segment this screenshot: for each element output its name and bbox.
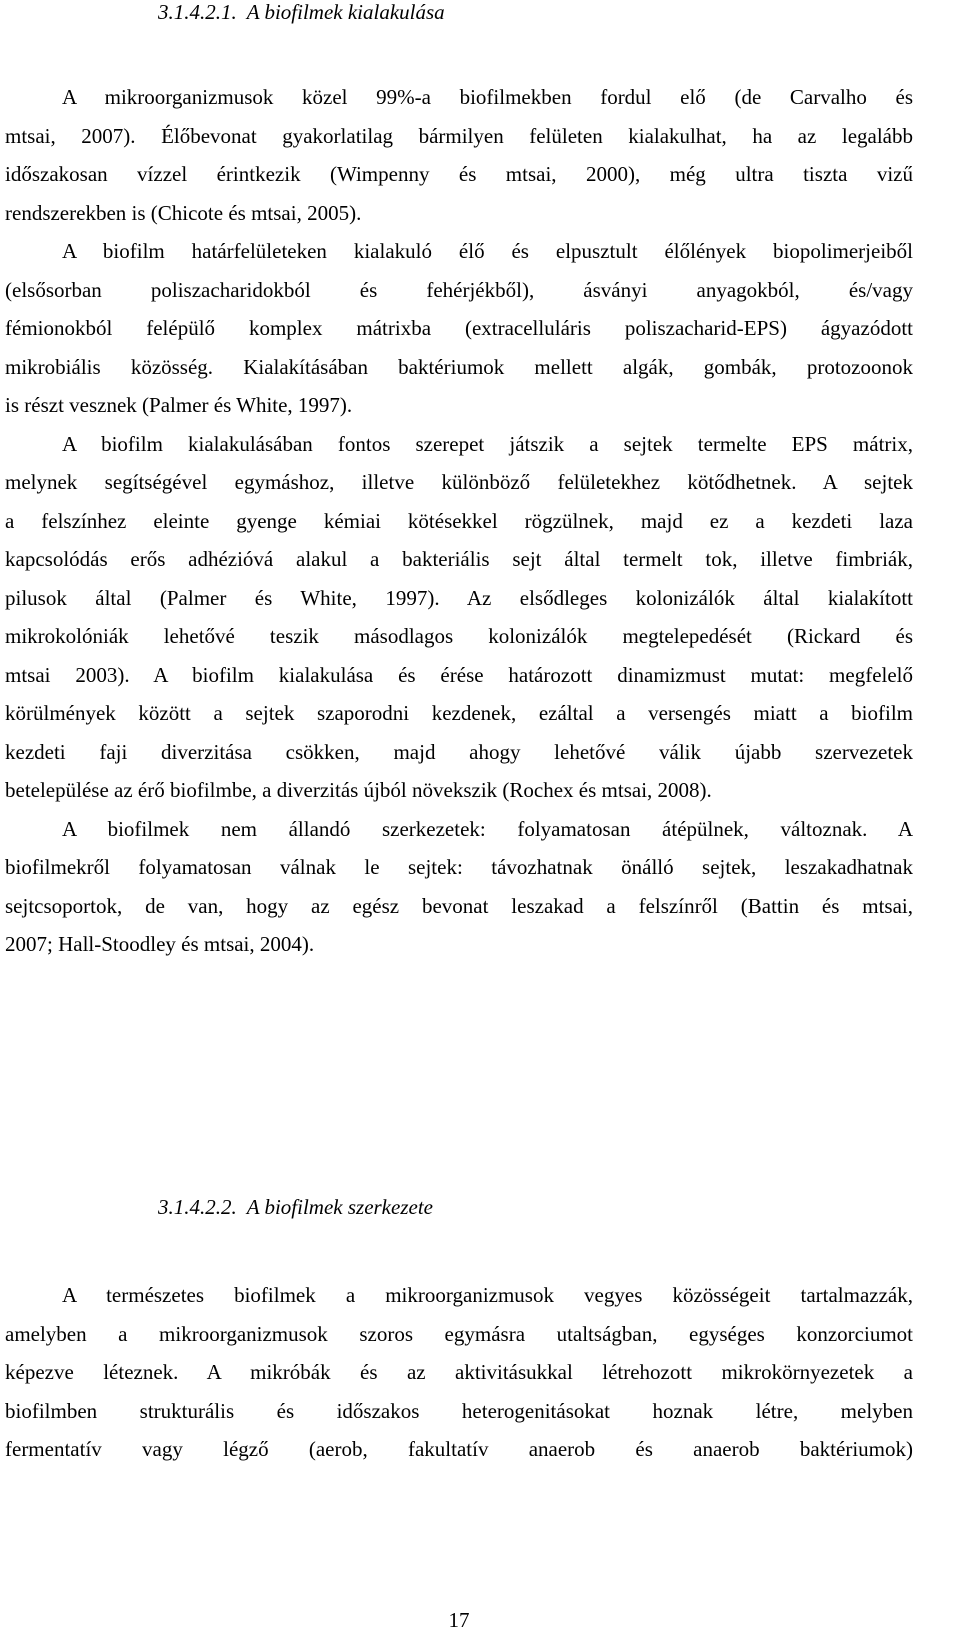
text-line: A mikroorganizmusok közel 99%-a biofilmekben fordul elő (de Carvalho és (62, 85, 913, 109)
text-line: mtsai 2003). A biofilm kialakulása és érése határozott dinamizmust mutat: megfelelő (5, 662, 913, 687)
text-line: betelepülése az érő biofilmbe, a diverzitás újból növekszik (Rochex és mtsai, 2008). (5, 778, 712, 802)
text-line: kapcsolódás erős adhézióvá alakul a bakteriális sejt által termelt tok, illetve fimbriák, (5, 547, 913, 571)
text-line: A biofilm határfelületeken kialakuló élő és elpusztult élőlények biopolimerjeiből (62, 239, 913, 263)
text-line: A természetes biofilmek a mikroorganizmusok vegyes közösségeit tartalmazzák, (62, 1283, 913, 1307)
text-line: melynek segítségével egymáshoz, illetve különböző felületekhez kötődhetnek. A sejtek (5, 470, 913, 494)
text-line: A biofilmek nem állandó szerkezetek: folyamatosan átépülnek, változnak. A (62, 816, 913, 841)
text-line: képezve léteznek. A mikróbák és az aktivitásukkal létrehozott mikrokörnyezetek a (5, 1360, 913, 1384)
section-number: 3.1.4.2.2. (158, 1195, 237, 1219)
text-line: sejtcsoportok, de van, hogy az egész bevonat leszakad a felszínről (Battin és mtsai, (5, 893, 913, 918)
text-line: fermentatív vagy légző (aerob, fakultatív anaerob és anaerob baktériumok) (5, 1437, 913, 1461)
section-title: A biofilmek szerkezete (246, 1195, 433, 1219)
page-number: 17 (448, 1608, 470, 1632)
text-line: mtsai, 2007). Élőbevonat gyakorlatilag bármilyen felületen kialakulhat, ha az legalább (5, 123, 913, 148)
text-line: biofilmekről folyamatosan válnak le sejtek: távozhatnak önálló sejtek, leszakadhatnak (5, 855, 913, 879)
text-line: amelyben a mikroorganizmusok szoros egymásra utaltságban, egységes konzorciumot (5, 1321, 913, 1346)
text-line: is részt vesznek (Palmer és White, 1997). (5, 393, 353, 417)
text-line: (elsősorban poliszacharidokból és fehérjékből), ásványi anyagokból, és/vagy (5, 277, 913, 302)
text-line: rendszerekben is (Chicote és mtsai, 2005). (5, 200, 362, 225)
text-line: biofilmben strukturális és időszakos heterogenitásokat hoznak létre, melyben (5, 1398, 913, 1423)
section-heading-biofilm-formation (158, 0, 445, 24)
document-page (5, 0, 913, 1640)
text-line: kezdeti faji diverzitása csökken, majd ahogy lehetővé válik újabb szervezetek (5, 739, 913, 764)
body-text-section-1 (5, 78, 913, 964)
text-line: mikrokolóniák lehetővé teszik másodlagos kolonizálók megtelepedését (Rickard és (5, 624, 913, 648)
text-line: a felszínhez eleinte gyenge kémiai kötésekkel rögzülnek, majd ez a kezdeti laza (5, 508, 913, 533)
text-line: körülmények között a sejtek szaporodni kezdenek, ezáltal a versengés miatt a biofilm (5, 701, 913, 725)
section-title: A biofilmek kialakulása (246, 0, 445, 24)
text-line: időszakosan vízzel érintkezik (Wimpenny és mtsai, 2000), még ultra tiszta vizű (5, 162, 913, 186)
text-line: pilusok által (Palmer és White, 1997). Az elsődleges kolonizálók által kialakított (5, 585, 913, 610)
text-line: mikrobiális közösség. Kialakításában baktériumok mellett algák, gombák, protozoonok (5, 354, 913, 379)
text-line: A biofilm kialakulásában fontos szerepet játszik a sejtek termelte EPS mátrix, (62, 431, 913, 456)
section-number: 3.1.4.2.1. (158, 0, 237, 24)
text-line: 2007; Hall-Stoodley és mtsai, 2004). (5, 932, 315, 956)
body-text-section-2 (5, 1276, 913, 1469)
section-heading-biofilm-structure (158, 1195, 433, 1219)
text-line: fémionokból felépülő komplex mátrixba (extracelluláris poliszacharid-EPS) ágyazódott (5, 316, 913, 340)
